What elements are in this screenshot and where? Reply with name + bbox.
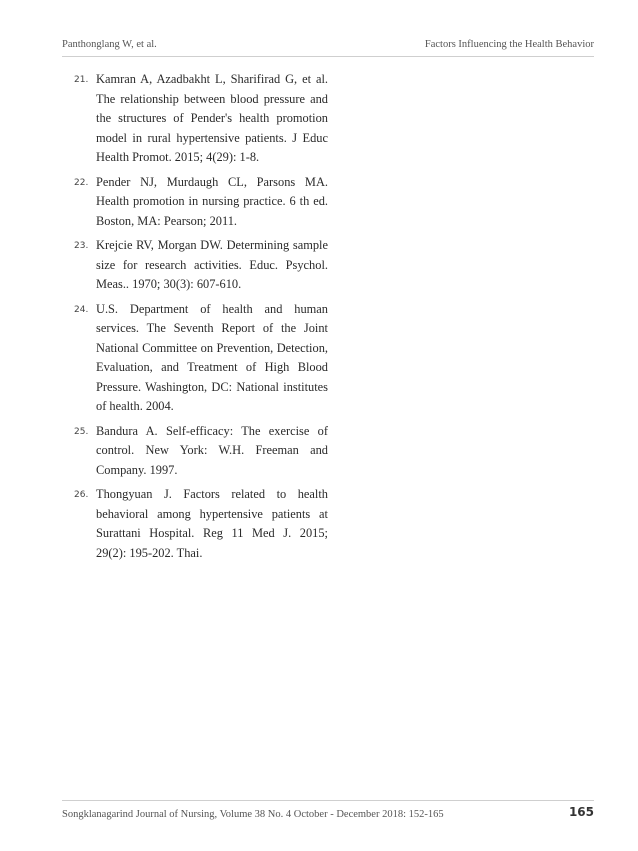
reference-item — [74, 70, 328, 168]
reference-item — [74, 173, 328, 232]
reference-number: 23. — [74, 241, 89, 251]
reference-item — [74, 236, 328, 295]
reference-text: Krejcie RV, Morgan DW. Determining sample size for research activities. Educ. Psychol. Meas.. 1970; 30(3): 607-610. — [96, 238, 328, 291]
reference-number: 22. — [74, 177, 89, 188]
reference-number: 26. — [74, 490, 89, 500]
reference-text: Pender NJ, Murdaugh CL, Parsons MA. Health promotion in nursing practice. 6 th ed. Boston, MA: Pearson; 2011. — [96, 174, 328, 228]
reference-number: 25. — [74, 426, 89, 437]
footer-journal-citation: Songklanagarind Journal of Nursing, Volume 38 No. 4 October - December 2018: 152-165 — [62, 809, 444, 820]
reference-item — [74, 300, 328, 417]
reference-text: Kamran A, Azadbakht L, Sharifirad G, et al. The relationship between blood pressure and the structures of Pender's health promotion model in rural hypertensive patients. J Educ Health Promot. 2015; 4(29): 1-8. — [96, 72, 328, 164]
reference-text: Thongyuan J. Factors related to health behavioral among hypertensive patients at Surattani Hospital. Reg 11 Med J. 2015; 29(2): 195-202. Thai. — [96, 487, 328, 560]
header-authors: Panthonglang W, et al. — [62, 39, 157, 50]
reference-number: 24. — [74, 304, 89, 315]
reference-list — [74, 70, 328, 568]
page-number: 165 — [568, 805, 594, 819]
reference-item — [74, 422, 328, 481]
reference-text: U.S. Department of health and human services. The Seventh Report of the Joint National Committee on Prevention, Detection, Evaluation, and Treatment of High Blood Pressure. Washington, DC: National institutes of health. 2004. — [96, 301, 328, 413]
running-header — [62, 36, 594, 57]
running-footer — [62, 800, 594, 820]
header-title: Factors Influencing the Health Behavior — [424, 39, 594, 50]
reference-text: Bandura A. Self-efficacy: The exercise of control. New York: W.H. Freeman and Company. 1997. — [96, 423, 328, 477]
reference-number: 21. — [74, 75, 89, 85]
reference-item — [74, 485, 328, 563]
